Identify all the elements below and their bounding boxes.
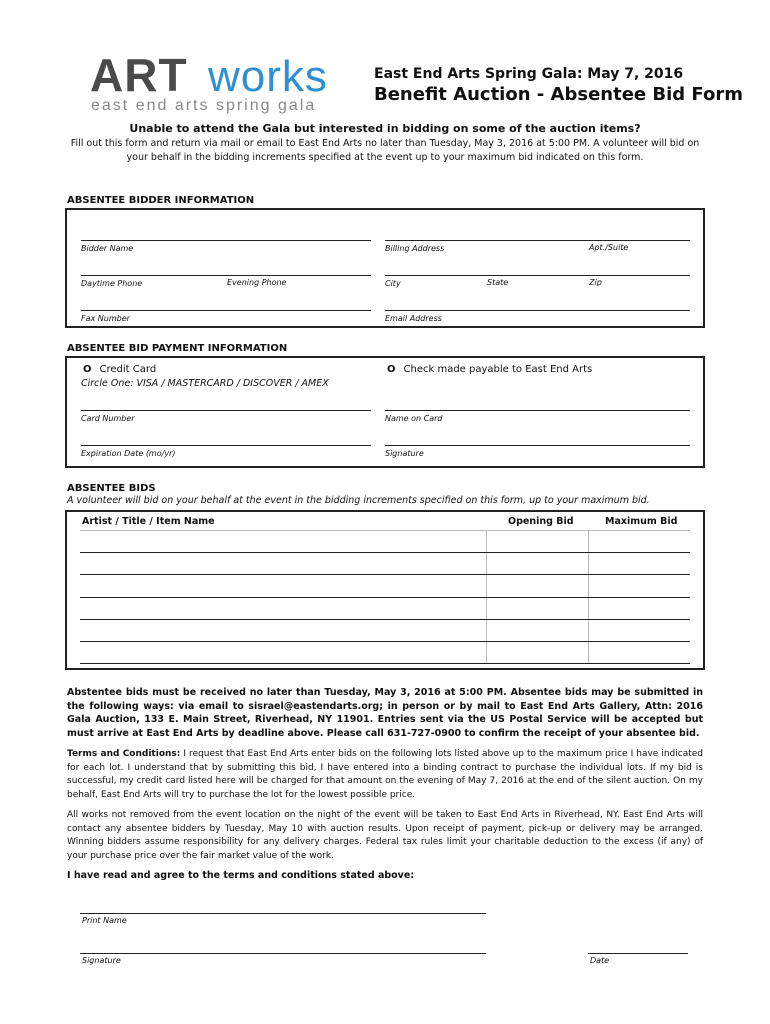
signature-line[interactable] — [80, 953, 486, 954]
card-number-field[interactable]: Card Number — [81, 410, 371, 423]
print-name-line[interactable] — [80, 913, 486, 914]
intro-text: Fill out this form and return via mail or email to East End Arts no later than Tuesday, May 3, 2016 at 5:00 PM. A volunteer will bid on your behalf in the bidding increments specified at the event up to your maximum bid indicated on this form. — [70, 138, 700, 163]
print-name-label: Print Name — [82, 916, 127, 925]
fax-number-field[interactable]: Fax Number — [81, 310, 371, 323]
name-on-card-field[interactable]: Name on Card — [385, 410, 690, 423]
circle-one-text: Circle One: VISA / MASTERCARD / DISCOVER / AMEX — [81, 378, 329, 389]
works-text: All works not removed from the event location on the night of the event will be taken to East End Arts in Riverhead, NY. East End Arts will contact any absentee bidders by Tuesday, May 10 with auction results. Upon receipt of payment, pick-up or delivery may be arranged. Winning bidders assume responsibility for any delivery charges. Federal tax rules limit your charitable deduction to the excess (if any) of your purchase price over the fair market value of the work. — [67, 810, 703, 861]
col-opening-header: Opening Bid — [508, 516, 574, 527]
deadline-text: Abstentee bids must be received no later than Tuesday, May 3, 2016 at 5:00 PM. Absentee bids may be submitted in the following ways: via email to sisrael@eastendarts.org; in person or by mail to East End Arts Gallery, Attn: 2016 Gala Auction, 133 E. Main Street, Riverhead, NY 11901. Entries sent via the US Postal Service will be accepted but must arrive at East End Arts by deadline above. Please call 631-727-0900 to confirm the receipt of your absentee bid. — [67, 687, 703, 739]
logo-works: works — [208, 52, 328, 101]
agree-statement: I have read and agree to the terms and conditions stated above: — [67, 870, 415, 881]
signature-label: Signature — [82, 956, 121, 965]
check-option[interactable]: O Check made payable to East End Arts — [387, 364, 593, 375]
table-row[interactable] — [80, 597, 690, 598]
radio-circle-icon[interactable]: O — [387, 364, 396, 375]
state-label: State — [487, 278, 509, 287]
bidder-name-field[interactable]: Bidder Name — [81, 240, 371, 253]
logo-subtitle: east end arts spring gala — [91, 97, 317, 114]
table-row[interactable] — [80, 552, 690, 553]
email-address-field[interactable]: Email Address — [385, 310, 690, 323]
event-title: East End Arts Spring Gala: May 7, 2016 — [374, 66, 684, 82]
logo-art: ART — [90, 49, 188, 101]
credit-card-option[interactable]: O Credit Card — [83, 364, 157, 375]
apt-suite-label: Apt./Suite — [589, 243, 629, 252]
expiration-date-field[interactable]: Expiration Date (mo/yr) — [81, 445, 371, 458]
table-row[interactable] — [80, 663, 690, 664]
payment-info-box — [65, 356, 705, 468]
form-title: Benefit Auction - Absentee Bid Form — [374, 84, 743, 105]
table-row[interactable] — [80, 574, 690, 575]
date-line[interactable] — [588, 953, 688, 954]
intro-heading: Unable to attend the Gala but interested in bidding on some of the auction items? — [129, 122, 641, 135]
bidder-section-title: ABSENTEE BIDDER INFORMATION — [67, 195, 255, 206]
zip-label: Zip — [589, 278, 602, 287]
date-label: Date — [590, 956, 610, 965]
col-max-header: Maximum Bid — [605, 516, 678, 527]
table-row[interactable] — [80, 641, 690, 642]
bidder-info-box — [65, 208, 705, 328]
billing-address-field[interactable]: Billing Address — [385, 240, 690, 253]
table-row[interactable] — [80, 619, 690, 620]
evening-phone-label: Evening Phone — [227, 278, 287, 287]
bids-note: A volunteer will bid on your behalf at the event in the bidding increments specified on this form, up to your maximum bid. — [67, 495, 650, 506]
card-signature-field[interactable]: Signature — [385, 445, 690, 458]
city-field[interactable]: City — [385, 275, 690, 288]
col-item-header: Artist / Title / Item Name — [82, 516, 215, 527]
table-row-line — [80, 530, 690, 531]
radio-circle-icon[interactable]: O — [83, 364, 92, 375]
bids-table — [65, 510, 705, 670]
payment-section-title: ABSENTEE BID PAYMENT INFORMATION — [67, 343, 288, 354]
terms-text: Terms and Conditions: I request that East End Arts enter bids on the following lots listed above up to the maximum price I have indicated for each lot. I understand that by submitting this bid, I have entered into a binding contract to purchase the individual lots. If my bid is successful, my credit card listed here will be charged for that amount on the evening of May 7, 2016 at the end of the silent auction. On my behalf, East End Arts will try to purchase the lot for the lowest possible price. — [67, 749, 703, 800]
daytime-phone-field[interactable]: Daytime Phone — [81, 275, 371, 288]
terms-label: Terms and Conditions: — [67, 749, 181, 759]
bids-section-title: ABSENTEE BIDS — [67, 483, 156, 494]
